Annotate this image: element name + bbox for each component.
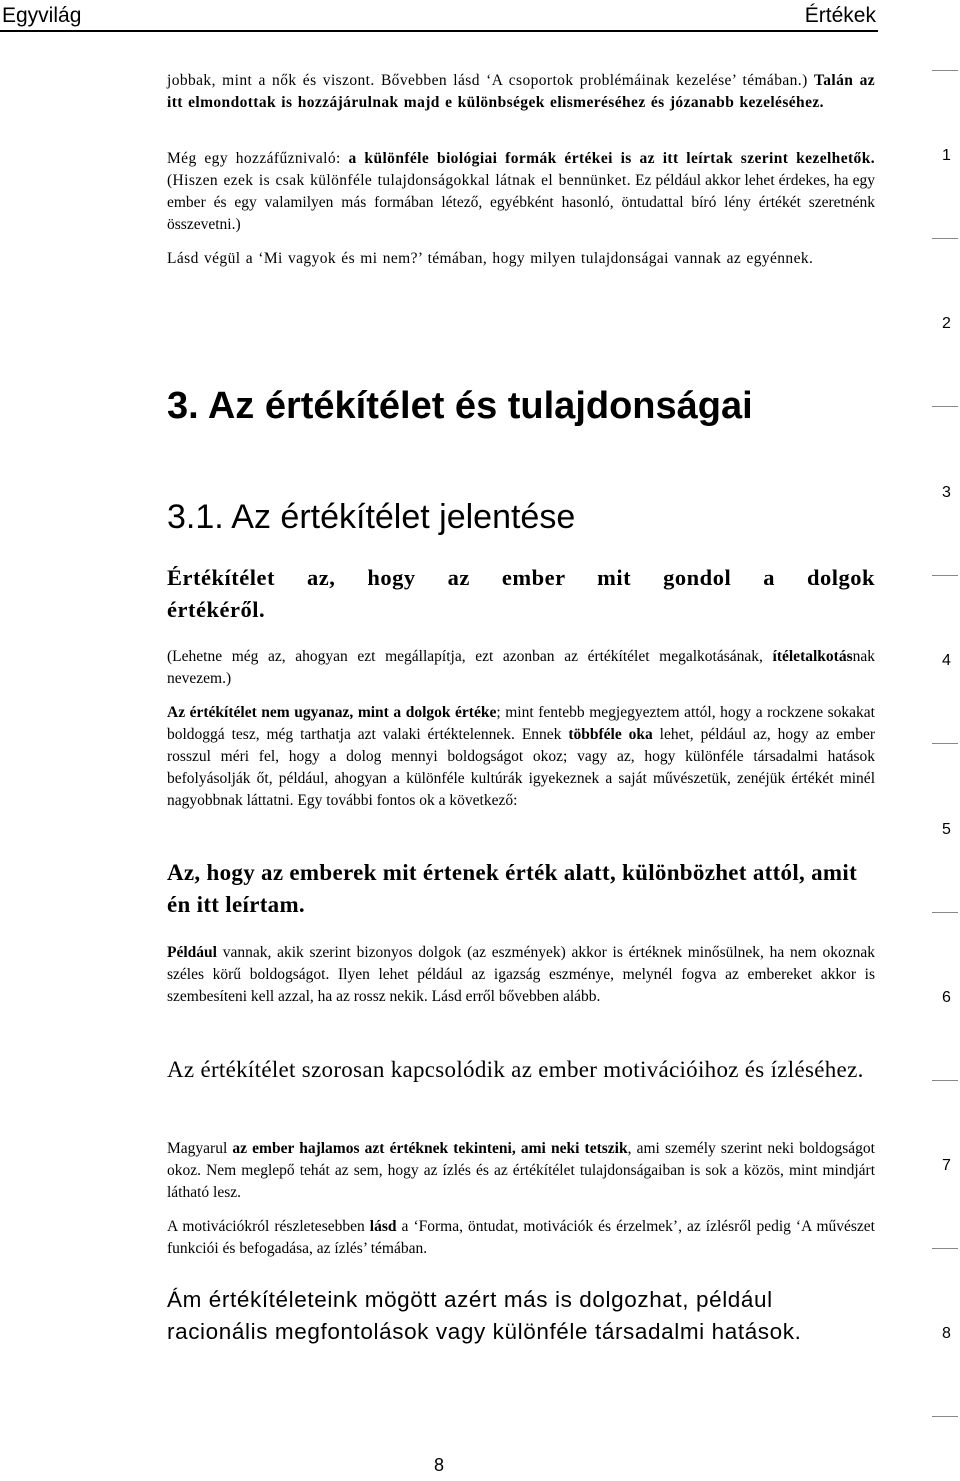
section-heading-3-1: 3.1. Az értékítélet jelentése <box>167 498 576 536</box>
paragraph-ertekitelet: Az értékítélet nem ugyanaz, mint a dolgok értéke; mint fentebb megjegyeztem attól, hogy a rockzene sokakat boldoggá tesz, még tarthatja azt valaki értéktelennek. Ennek többféle oka lehet, például az, hogy az ember rosszul méri fel, hogy a dolog mennyi boldogságot okoz; vagy az, hogy különféle társadalmi hatások befolyásolják őt, például, ahogyan a különféle kultúrák igyekeznek a saját művészetük, zenéjük értékét minél nagyobbnak láttatni. Egy további fontos ok a következő: <box>167 704 875 809</box>
header-left: Egyvilág <box>2 4 82 27</box>
ruler-mark <box>932 1248 958 1249</box>
ruler-number: 3 <box>942 484 951 501</box>
paragraph-motivaciok: A motivációkról részletesebben lásd a ‘Forma, öntudat, motivációk és érzelmek’, az ízlésről pedig ‘A művészet funkciói és befogadása, az ízlés’ témában. <box>167 1218 875 1257</box>
intro-paragraph-2: Még egy hozzáfűznivaló: a különféle biológiai formák értékei is az itt leírtak szerint kezelhetők. (Hiszen ezek is csak különféle tulajdonságokkal látnak el bennünket. Ez például akkor lehet érdekes, ha egy ember és egy valamilyen más formában létező, egyébként hasonló, öntudattal bíró lény értékét szeretnénk összevetni.) <box>167 150 875 233</box>
ruler-mark <box>932 743 958 744</box>
ruler-number: 8 <box>942 1325 951 1342</box>
page-number: 8 <box>433 1455 444 1475</box>
ruler-mark <box>932 1416 958 1417</box>
page-header <box>0 0 878 32</box>
intro-paragraph-3: Lásd végül a ‘Mi vagyok és mi nem?’ témában, hogy milyen tulajdonságai vannak az egyénnek. <box>167 250 814 267</box>
margin-ruler <box>932 0 960 1481</box>
ruler-number: 2 <box>942 315 951 332</box>
ruler-mark <box>932 1080 958 1081</box>
definition-statement: Értékítélet az, hogy az ember mit gondol a dolgok értékéről. <box>167 565 875 622</box>
ruler-number: 5 <box>942 821 951 838</box>
intro-paragraph-1: jobbak, mint a nők és viszont. Bővebben lásd ‘A csoportok problémáinak kezelése’ témában.) Talán az itt elmondottak is hozzájárulnak majd e különbségek elismeréséhez és józanabb kezeléséhez. <box>167 72 876 111</box>
ruler-number: 4 <box>942 652 951 669</box>
ruler-number: 7 <box>942 1157 951 1174</box>
emphasis-statement-1: Az, hogy az emberek mit értenek érték alatt, különbözhet attól, amit én itt leírtam. <box>167 860 858 917</box>
paragraph-magyarul: Magyarul az ember hajlamos azt értéknek tekinteni, ami neki tetszik, ami személy szerint neki boldogságot okoz. Nem meglepő tehát az sem, hogy az ízlés és az értékítélet tulajdonságaiban is sok a közös, mint mindjárt látható lesz. <box>167 1140 875 1201</box>
ruler-number: 6 <box>942 989 951 1006</box>
ruler-mark <box>932 912 958 913</box>
ruler-mark <box>932 575 958 576</box>
ruler-number: 1 <box>942 147 951 164</box>
ruler-mark <box>932 70 958 71</box>
paragraph-lehetne: (Lehetne még az, ahogyan ezt megállapítja, ezt azonban az értékítélet megalkotásának, ítéletalkotásnak nevezem.) <box>167 648 875 687</box>
emphasis-statement-2: Az értékítélet szorosan kapcsolódik az ember motivációihoz és ízléséhez. <box>167 1057 864 1082</box>
header-right: Értékek <box>804 4 876 27</box>
ruler-mark <box>932 406 958 407</box>
ruler-mark <box>932 238 958 239</box>
emphasis-statement-3: Ám értékítéleteink mögött azért más is dolgozhat, például racionális megfontolások vagy különféle társadalmi hatások. <box>167 1287 802 1344</box>
section-heading-3: 3. Az értékítélet és tulajdonságai <box>167 385 753 427</box>
paragraph-peldaul: Például vannak, akik szerint bizonyos dolgok (az eszmények) akkor is értéknek minősülnek, ha nem okoznak széles körű boldogságot. Ilyen lehet például az igazság eszménye, melynél fogva az embereket akkor is szembesíteni kell azzal, ha az rossz nekik. Lásd erről bővebben alább. <box>167 944 875 1005</box>
